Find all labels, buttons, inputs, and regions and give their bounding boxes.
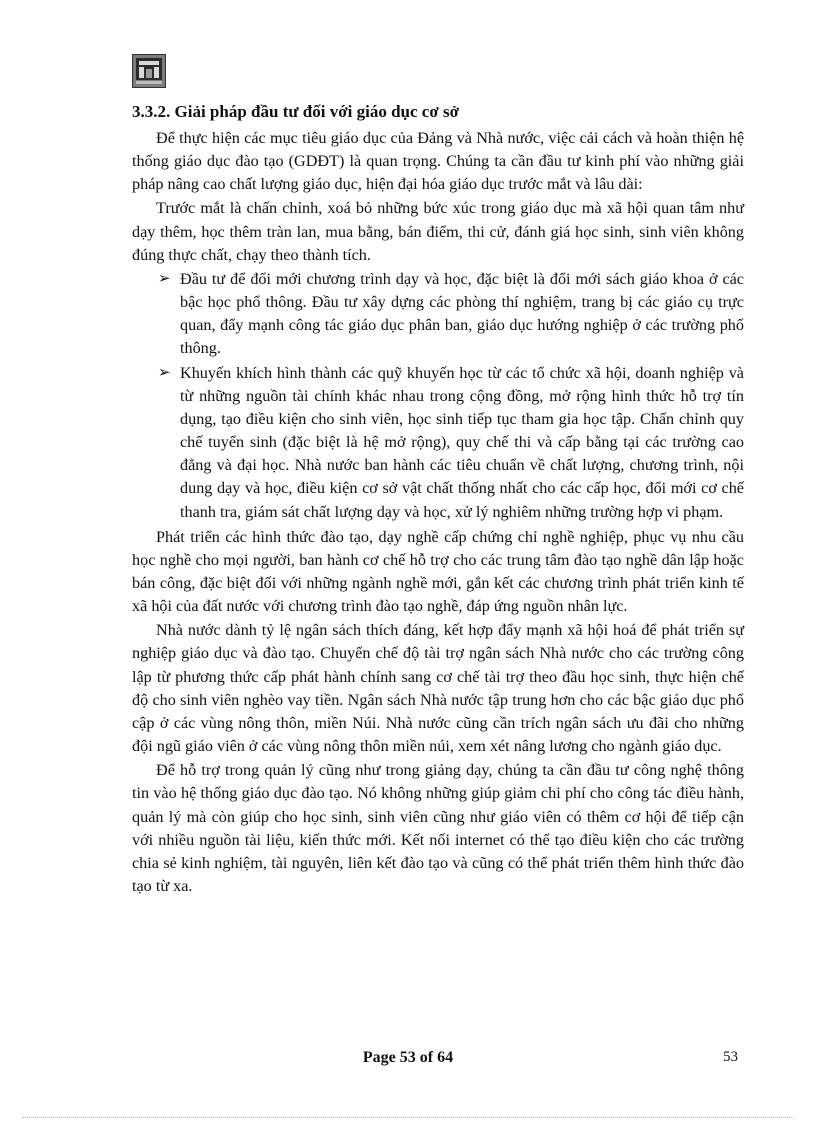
page-footer-label: Page 53 of 64	[362, 1049, 454, 1066]
document-body	[132, 100, 744, 899]
paragraph-immediate-actions: Trước mắt là chấn chỉnh, xoá bỏ những bức xúc trong giáo dục mà xã hội quan tâm như dạy thêm, học thêm tràn lan, mua bằng, bán điểm, thi cử, đánh giá học sinh, sinh viên không đúng thực chất, chạy theo thành tích.	[132, 199, 744, 264]
bullet-text: Khuyến khích hình thành các quỹ khuyến học từ các tổ chức xã hội, doanh nghiệp và từ những nguồn tài chính khác nhau trong cộng đồng, mở rộng hình thức hỗ trợ tín dụng, tạo điều kiện cho sinh viên, học sinh tiếp tục tham gia học tập. Chấn chỉnh quy chế tuyển sinh (đặc biệt là hệ mở rộng), quy chế thi và cấp bằng tại các trường cao đẳng và đại học. Nhà nước ban hành các tiêu chuẩn về chất lượng, chương trình, nội dung dạy và học, điều kiện cơ sở vật chất thống nhất cho các cấp học, đổi mới cơ chế thanh tra, giám sát chất lượng dạy và học, xử lý nghiêm những trường hợp vi phạm.	[180, 363, 744, 521]
paragraph-intro: Để thực hiện các mục tiêu giáo dục của Đảng và Nhà nước, việc cải cách và hoàn thiện hệ thống giáo dục đào tạo (GDĐT) là quan trọng. Chúng ta cần đầu tư kinh phí vào những giải pháp nâng cao chất lượng giáo dục, hiện đại hóa giáo dục trước mắt và lâu dài:	[132, 129, 744, 194]
page-bottom-divider	[22, 1117, 794, 1118]
bullet-list	[132, 268, 744, 524]
paragraph-it-investment: Để hỗ trợ trong quản lý cũng như trong giảng dạy, chúng ta cần đầu tư công nghệ thông tin vào hệ thống giáo dục đào tạo. Nó không những giúp giảm chi phí cho công tác điều hành, quản lý mà còn giúp cho học sinh, sinh viên cũng như giáo viên có thêm cơ hội để tiếp cận với nhiều nguồn tài liệu, kiến thức mới. Kết nối internet có thể tạo điều kiện cho các trường chia sẻ kinh nghiệm, tài nguyên, liên kết đào tạo và cũng có thể phát triển thêm hình thức đào tạo từ xa.	[132, 761, 744, 895]
paragraph-budget: Nhà nước dành tỷ lệ ngân sách thích đáng, kết hợp đẩy mạnh xã hội hoá để phát triển sự nghiệp giáo dục và đào tạo. Chuyển chế độ tài trợ ngân sách Nhà nước cho các trường công lập từ phương thức cấp phát hành chính sang cơ chế tài trợ theo đầu học sinh, thực hiện chế độ cho sinh viên nghèo vay tiền. Ngân sách Nhà nước tập trung hơn cho các bậc giáo dục phổ cập ở các vùng nông thôn, miền Núi. Nhà nước cũng cần trích ngân sách ưu đãi cho những đội ngũ giáo viên ở các vùng nông thôn miền núi, xem xét nâng lương cho ngành giáo dục.	[132, 621, 744, 756]
document-logo-icon	[132, 54, 166, 88]
arrowhead-bullet-icon: ➢	[158, 364, 171, 381]
section-heading: 3.3.2. Giải pháp đầu tư đối với giáo dục cơ sở	[132, 102, 460, 121]
arrowhead-bullet-icon: ➢	[158, 270, 171, 287]
page-number: 53	[723, 1049, 738, 1065]
bullet-text: Đầu tư để đổi mới chương trình dạy và học, đặc biệt là đổi mới sách giáo khoa ở các bậc học phổ thông. Đầu tư xây dựng các phòng thí nghiệm, trang bị các giáo cụ trực quan, đẩy mạnh công tác giáo dục phân ban, giáo dục hướng nghiệp ở các trường phổ thông.	[180, 269, 744, 358]
bullet-item	[158, 268, 744, 361]
paragraph-vocational: Phát triển các hình thức đào tạo, dạy nghề cấp chứng chỉ nghề nghiệp, phục vụ nhu cầu học nghề cho mọi người, ban hành cơ chế hỗ trợ cho các trung tâm đào tạo nghề dân lập hoặc bán công, đặc biệt đối với những ngành nghề mới, gắn kết các chương trình phát triển kinh tế xã hội của đất nước với chương trình đào tạo nghề, đáp ứng nguồn nhân lực.	[132, 527, 744, 616]
bullet-item	[158, 362, 744, 524]
